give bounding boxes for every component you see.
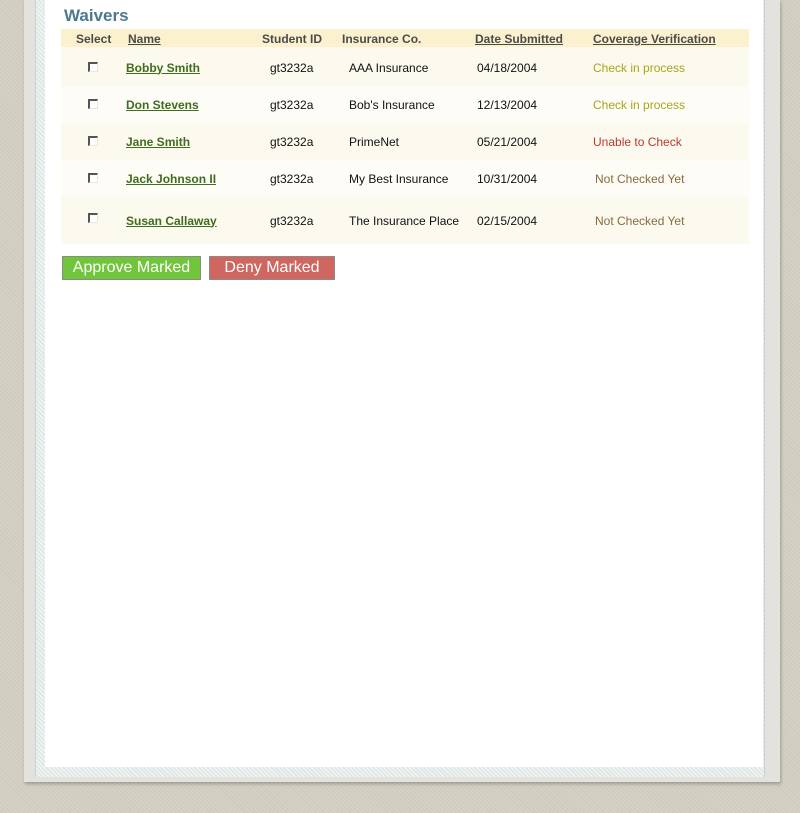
deny-marked-button[interactable]: Deny Marked — [209, 256, 335, 280]
approve-marked-button[interactable]: Approve Marked — [62, 256, 201, 280]
header-insurance: Insurance Co. — [342, 32, 422, 46]
coverage-status: Not Checked Yet — [595, 171, 685, 186]
table-row — [61, 86, 749, 123]
page-title: Waivers — [64, 6, 129, 25]
row-select-checkbox[interactable] — [88, 213, 98, 223]
student-name-link[interactable]: Susan Callaway — [126, 213, 217, 228]
table-row — [61, 160, 749, 197]
header-coverage-sort[interactable]: Coverage Verification — [593, 32, 716, 46]
student-id-cell: gt3232a — [270, 213, 314, 228]
date-submitted-cell: 12/13/2004 — [477, 97, 538, 112]
student-id-cell: gt3232a — [270, 60, 314, 75]
coverage-status: Not Checked Yet — [595, 213, 685, 228]
table-row — [61, 49, 749, 86]
table-header — [61, 29, 749, 47]
row-select-checkbox[interactable] — [88, 62, 98, 72]
date-submitted-cell: 10/31/2004 — [477, 171, 538, 186]
coverage-status: Check in process — [593, 60, 686, 75]
row-select-checkbox[interactable] — [88, 173, 98, 183]
row-select-checkbox[interactable] — [88, 136, 98, 146]
table-row — [61, 199, 749, 242]
table-row — [61, 123, 749, 160]
insurance-cell: PrimeNet — [349, 134, 400, 149]
student-id-cell: gt3232a — [270, 134, 314, 149]
insurance-cell: The Insurance Place — [349, 213, 460, 228]
header-date-sort[interactable]: Date Submitted — [475, 32, 564, 46]
student-id-cell: gt3232a — [270, 97, 314, 112]
insurance-cell: My Best Insurance — [349, 171, 449, 186]
student-name-link[interactable]: Bobby Smith — [126, 60, 200, 75]
waivers-table — [61, 29, 749, 244]
insurance-cell: Bob's Insurance — [349, 97, 435, 112]
coverage-status: Unable to Check — [593, 134, 682, 149]
header-name-sort[interactable]: Name — [128, 32, 161, 46]
date-submitted-cell: 05/21/2004 — [477, 134, 538, 149]
date-submitted-cell: 02/15/2004 — [477, 213, 538, 228]
insurance-cell: AAA Insurance — [349, 60, 429, 75]
date-submitted-cell: 04/18/2004 — [477, 60, 538, 75]
student-id-cell: gt3232a — [270, 171, 314, 186]
header-select: Select — [76, 32, 112, 46]
student-name-link[interactable]: Jane Smith — [126, 134, 191, 149]
content-panel — [45, 0, 763, 767]
header-student-id: Student ID — [262, 32, 322, 46]
student-name-link[interactable]: Jack Johnson II — [126, 171, 217, 186]
coverage-status: Check in process — [593, 97, 686, 112]
student-name-link[interactable]: Don Stevens — [126, 97, 199, 112]
row-select-checkbox[interactable] — [88, 99, 98, 109]
